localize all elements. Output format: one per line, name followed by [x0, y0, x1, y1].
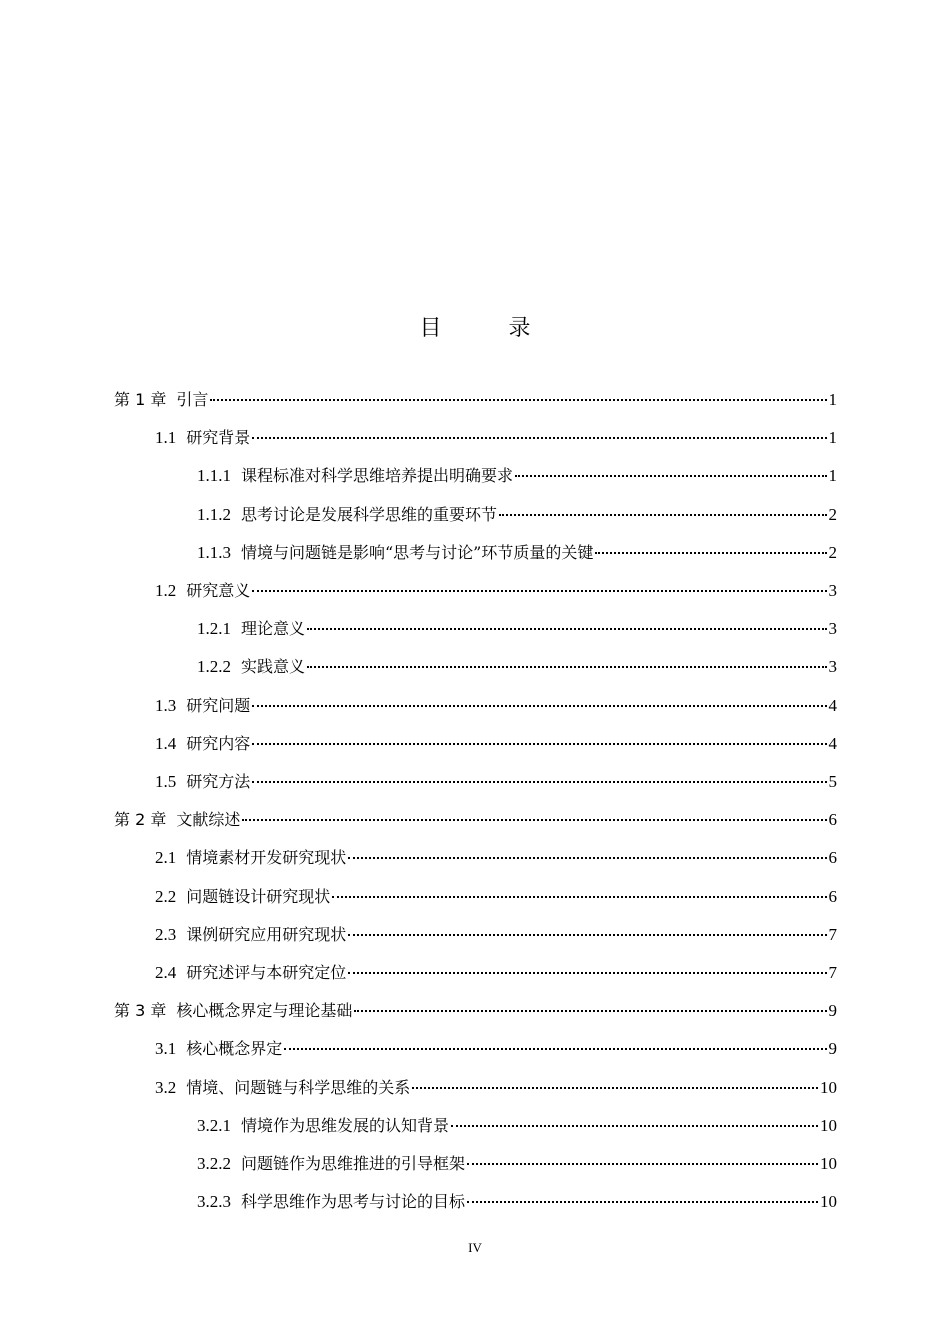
toc-entry[interactable] [197, 542, 837, 564]
toc-entry-title: 课例研究应用研究现状 [186, 924, 347, 944]
dot-leader [451, 1125, 818, 1127]
toc-entry-page: 4 [828, 695, 837, 715]
toc-entry-number: 2.2 [155, 886, 177, 906]
toc-entry-page: 3 [828, 657, 837, 677]
dot-leader [595, 552, 826, 554]
toc-entry[interactable] [155, 580, 837, 602]
toc-entry-title: 情境与问题链是影响“思考与讨论”环节质量的关键 [241, 542, 594, 562]
toc-entry-title: 问题链设计研究现状 [186, 886, 331, 906]
toc-entry-page: 7 [828, 924, 837, 944]
toc-entry-page: 1 [828, 466, 837, 486]
toc-entry-page: 10 [820, 1192, 837, 1212]
toc-entry-title: 核心概念界定与理论基础 [176, 1001, 353, 1021]
toc-entry-page: 10 [820, 1115, 837, 1135]
toc-entry-number: 3.2.1 [197, 1115, 231, 1135]
dot-leader [252, 743, 826, 745]
toc-entry-title: 核心概念界定 [186, 1039, 283, 1059]
toc-entry[interactable] [197, 1153, 837, 1175]
toc-entry[interactable] [114, 389, 837, 411]
dot-leader [284, 1048, 826, 1050]
page-number-footer: IV [468, 1240, 482, 1255]
toc-entry-title: 情境素材开发研究现状 [186, 848, 347, 868]
toc-entry[interactable] [155, 924, 837, 946]
toc-entry-title: 研究背景 [186, 428, 251, 448]
toc-entry-title: 研究内容 [186, 733, 251, 753]
toc-entry-number: 1.4 [155, 733, 177, 753]
toc-entry[interactable] [155, 886, 837, 908]
toc-entry-title: 研究方法 [186, 772, 251, 791]
toc-entry-number: 1.1 [155, 428, 177, 448]
toc-entry-number: 第 2 章 [114, 810, 167, 830]
toc-entry[interactable] [155, 1077, 837, 1099]
toc-entry-number: 1.5 [155, 772, 177, 791]
dot-leader [515, 475, 826, 477]
toc-entry[interactable] [155, 733, 837, 755]
toc-entry-number: 2.3 [155, 924, 177, 944]
toc-entry-title: 文献综述 [176, 810, 241, 830]
toc-entry[interactable] [155, 771, 837, 793]
toc-entry-page: 2 [828, 504, 837, 524]
dot-leader [307, 666, 826, 668]
toc-entry-page: 6 [828, 886, 837, 906]
toc-entry-number: 1.1.3 [197, 542, 231, 562]
dot-leader [348, 972, 826, 974]
toc-entry-title: 实践意义 [241, 657, 306, 677]
toc-entry-page: 4 [828, 733, 837, 753]
toc-entry-number: 2.1 [155, 848, 177, 868]
dot-leader [412, 1087, 818, 1089]
toc-entry-title: 情境、问题链与科学思维的关系 [186, 1077, 411, 1097]
toc-entry-title: 引言 [176, 390, 209, 409]
toc-entry[interactable] [155, 427, 837, 449]
dot-leader [252, 590, 826, 592]
dot-leader [348, 934, 826, 936]
toc-entry-number: 3.2 [155, 1077, 177, 1097]
toc-entry-number: 1.3 [155, 695, 177, 715]
dot-leader [252, 437, 826, 439]
toc-entry-number: 1.2.1 [197, 619, 231, 639]
toc-entry[interactable] [155, 847, 837, 869]
toc-entry[interactable] [155, 1038, 837, 1060]
toc-entry-number: 第 1 章 [114, 390, 167, 409]
toc-entry[interactable] [155, 962, 837, 984]
dot-leader [499, 514, 826, 516]
toc-entry-number: 1.2.2 [197, 657, 231, 677]
toc-entry-page: 3 [828, 619, 837, 639]
toc-entry-number: 3.2.3 [197, 1192, 231, 1212]
dot-leader [252, 705, 826, 707]
toc-entry[interactable] [197, 504, 837, 526]
toc-entry-page: 6 [828, 810, 837, 830]
toc-entry[interactable] [114, 1000, 837, 1022]
dot-leader [242, 819, 826, 821]
toc-entry-page: 2 [828, 542, 837, 562]
toc-entry-page: 3 [828, 581, 837, 600]
toc-entry[interactable] [155, 695, 837, 717]
page-title: 目 录 [419, 316, 561, 341]
toc-entry-title: 研究意义 [186, 581, 251, 600]
toc-entry-title: 思考讨论是发展科学思维的重要环节 [241, 504, 498, 524]
dot-leader [354, 1010, 826, 1012]
toc-entry-page: 9 [828, 1001, 837, 1021]
toc-entry-title: 研究问题 [186, 695, 251, 715]
toc-entry-page: 7 [828, 963, 837, 982]
toc-entry-page: 10 [820, 1077, 837, 1097]
toc-entry-title: 科学思维作为思考与讨论的目标 [241, 1192, 466, 1212]
toc-entry[interactable] [197, 1191, 837, 1213]
toc-entry-title: 研究述评与本研究定位 [186, 963, 347, 982]
toc-entry-number: 1.1.1 [197, 466, 231, 486]
toc-entry-page: 6 [828, 848, 837, 868]
toc-entry[interactable] [197, 465, 837, 487]
dot-leader [210, 399, 826, 401]
toc-entry-page: 1 [828, 390, 837, 409]
toc-entry-page: 5 [828, 772, 837, 791]
toc-entry-title: 课程标准对科学思维培养提出明确要求 [241, 466, 514, 486]
toc-entry[interactable] [197, 1115, 837, 1137]
toc-entry-title: 问题链作为思维推进的引导框架 [241, 1154, 466, 1173]
toc-entry-number: 1.2 [155, 581, 177, 600]
toc-entry[interactable] [197, 656, 837, 678]
toc-entry-number: 1.1.2 [197, 504, 231, 524]
toc-entry[interactable] [197, 618, 837, 640]
dot-leader [307, 628, 826, 630]
toc-entry-page: 10 [820, 1154, 837, 1173]
toc-entry-number: 2.4 [155, 963, 177, 982]
toc-entry-title: 情境作为思维发展的认知背景 [241, 1115, 450, 1135]
toc-entry-number: 3.1 [155, 1039, 177, 1059]
dot-leader [467, 1201, 818, 1203]
toc-entry-number: 第 3 章 [114, 1001, 167, 1021]
dot-leader [332, 896, 826, 898]
dot-leader [467, 1163, 818, 1165]
toc-entry-page: 9 [828, 1039, 837, 1059]
toc-entry-page: 1 [828, 428, 837, 448]
dot-leader [252, 781, 826, 783]
toc-entry-title: 理论意义 [241, 619, 306, 639]
toc-entry[interactable] [114, 809, 837, 831]
dot-leader [348, 857, 826, 859]
toc-entry-number: 3.2.2 [197, 1154, 231, 1173]
